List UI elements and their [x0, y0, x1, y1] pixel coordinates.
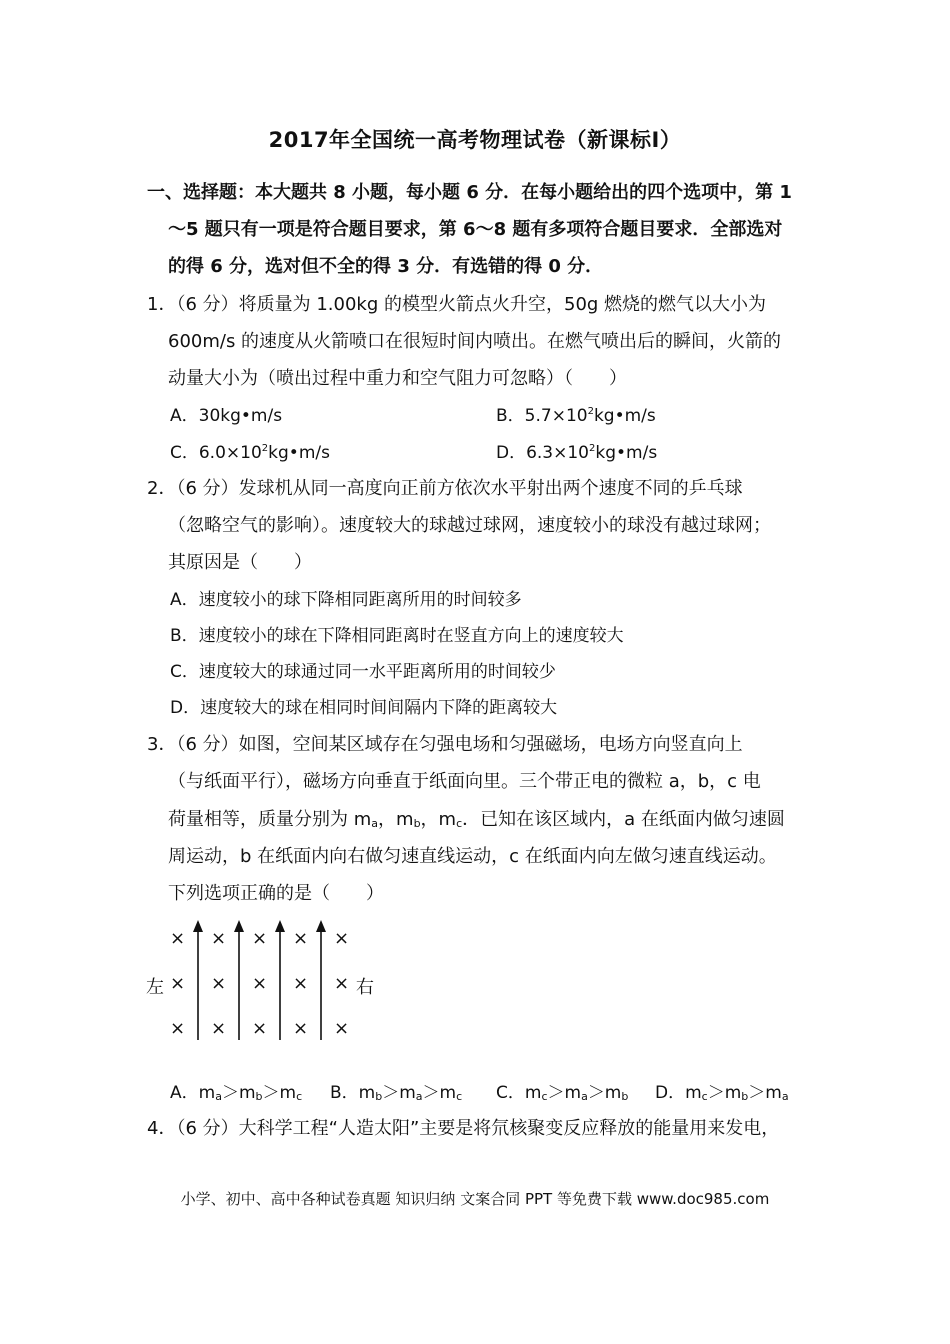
page-title: 2017年全国统一高考物理试卷（新课标I）	[268, 128, 682, 152]
cross-icon: ×	[252, 928, 268, 949]
q1-line-1: 1．（6 分）将质量为 1.00kg 的模型火箭点火升空，50g 燃烧的燃气以大小为	[147, 294, 767, 315]
cross-icon: ×	[211, 973, 227, 994]
q2-option-b: B．速度较小的球在下降相同距离时在竖直方向上的速度较大	[170, 626, 624, 646]
arrow-head-3	[275, 920, 285, 932]
cross-icon: ×	[170, 928, 186, 949]
q2-option-c: C．速度较大的球通过同一水平距离所用的时间较少	[170, 662, 556, 682]
cross-icon: ×	[170, 973, 186, 994]
q1-option-c: C．$6.0\times 10^2kg•m/s$	[170, 443, 330, 463]
left-label: 左	[146, 977, 164, 998]
q2-line-3: 其原因是（ ）	[168, 552, 312, 573]
arrow-head-2	[234, 920, 244, 932]
q3-line-5: 下列选项正确的是（ ）	[168, 883, 384, 904]
cross-icon: ×	[252, 973, 268, 994]
section-heading-line-1: 一、选择题：本大题共 8 小题，每小题 6 分．在每小题给出的四个选项中，第 1	[147, 182, 792, 203]
cross-icon: ×	[334, 973, 350, 994]
q2-line-2: （忽略空气的影响）。速度较大的球越过球网，速度较小的球没有越过球网；	[168, 515, 771, 536]
q3-line-1: 3．（6 分）如图，空间某区域存在匀强电场和匀强磁场，电场方向竖直向上	[147, 734, 743, 755]
q1-line-2: 600m/s 的速度从火箭喷口在很短时间内喷出。在燃气喷出后的瞬间，火箭的	[168, 331, 782, 352]
q2-option-d: D．速度较大的球在相同时间间隔内下降的距离较大	[170, 698, 558, 718]
q1-option-b: B．$5.7\times 10^2kg•m/s$	[496, 406, 656, 426]
q3-line-3: 荷量相等，质量分别为 $m_a$，$m_b$，$m_c$．已知在该区域内，a 在纸面内做匀速圆	[168, 809, 785, 830]
cross-icon: ×	[252, 1018, 268, 1039]
cross-icon: ×	[334, 928, 350, 949]
arrow-head-1	[193, 920, 203, 932]
q1-line-3: 动量大小为（喷出过程中重力和空气阻力可忽略）（ ）	[168, 368, 627, 389]
cross-icon: ×	[170, 1018, 186, 1039]
cross-icon: ×	[211, 928, 227, 949]
section-heading-line-2: ～5 题只有一项是符合题目要求，第 6～8 题有多项符合题目要求．全部选对	[168, 219, 783, 240]
q2-option-a: A．速度较小的球下降相同距离所用的时间较多	[170, 590, 522, 610]
q3-line-2: （与纸面平行），磁场方向垂直于纸面向里。三个带正电的微粒 a，b，c 电	[168, 771, 761, 792]
q2-line-1: 2．（6 分）发球机从同一高度向正前方依次水平射出两个速度不同的乒乓球	[147, 478, 743, 499]
q3-option-c: C．$m_c>m_a>m_b$	[496, 1083, 629, 1103]
q3-option-d: D．$m_c>m_b>m_a$	[655, 1083, 789, 1103]
cross-icon: ×	[211, 1018, 227, 1039]
q3-option-b: B．$m_b>m_a>m_c$	[330, 1083, 463, 1103]
q3-line-4: 周运动，b 在纸面内向右做匀速直线运动，c 在纸面内向左做匀速直线运动。	[168, 846, 777, 867]
cross-icon: ×	[293, 1018, 309, 1039]
q3-option-a: A．$m_a>m_b>m_c$	[170, 1083, 303, 1103]
q4-line-1: 4．（6 分）大科学工程“人造太阳”主要是将氘核聚变反应释放的能量用来发电，	[147, 1118, 780, 1139]
cross-icon: ×	[293, 973, 309, 994]
right-label: 右	[356, 977, 374, 998]
arrow-head-4	[316, 920, 326, 932]
cross-icon: ×	[293, 928, 309, 949]
section-heading-line-3: 的得 6 分，选对但不全的得 3 分．有选错的得 0 分．	[168, 256, 604, 277]
field-diagram	[140, 918, 390, 1048]
q1-option-d: D．$6.3\times 10^2kg•m/s$	[496, 443, 658, 463]
q1-option-a: A．30kg•m/s	[170, 406, 283, 426]
cross-icon: ×	[334, 1018, 350, 1039]
footer-text: 小学、初中、高中各种试卷真题 知识归纳 文案合同 PPT 等免费下载 www.doc985.com	[180, 1190, 770, 1208]
